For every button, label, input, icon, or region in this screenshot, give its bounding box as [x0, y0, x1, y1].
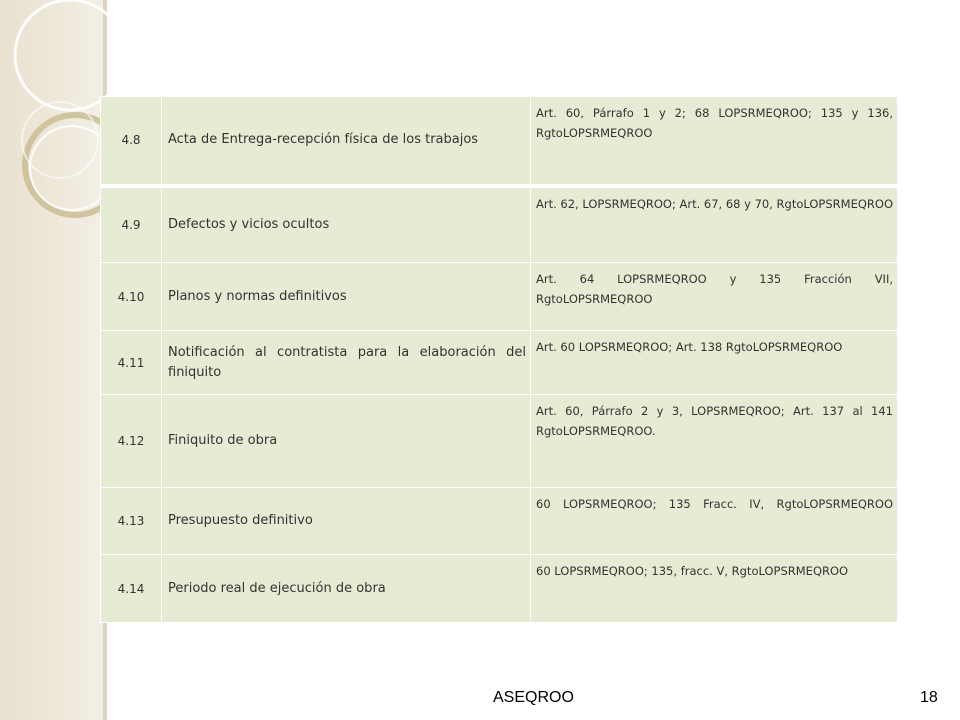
- row-number: 4.10: [101, 263, 162, 331]
- row-description: Finiquito de obra: [162, 395, 531, 488]
- row-number: 4.11: [101, 331, 162, 395]
- row-description: Defectos y vicios ocultos: [162, 186, 531, 263]
- row-description: Notificación al contratista para la elaboración del finiquito: [162, 331, 531, 395]
- row-number: 4.13: [101, 488, 162, 555]
- row-reference: Art. 62, LOPSRMEQROO; Art. 67, 68 y 70, RgtoLOPSRMEQROO: [531, 186, 898, 263]
- table-row: [101, 555, 898, 623]
- row-reference: 60 LOPSRMEQROO; 135 Fracc. IV, RgtoLOPSRMEQROO: [531, 488, 898, 555]
- table-row: [101, 488, 898, 555]
- row-description: Planos y normas definitivos: [162, 263, 531, 331]
- row-reference: Art. 60, Párrafo 2 y 3, LOPSRMEQROO; Art. 137 al 141 RgtoLOPSRMEQROO.: [531, 395, 898, 488]
- row-number: 4.12: [101, 395, 162, 488]
- row-description: Presupuesto definitivo: [162, 488, 531, 555]
- row-number: 4.9: [101, 186, 162, 263]
- table-row: [101, 331, 898, 395]
- row-number: 4.8: [101, 97, 162, 186]
- page-number: 18: [920, 689, 938, 706]
- table-row: [101, 263, 898, 331]
- row-reference: Art. 60, Párrafo 1 y 2; 68 LOPSRMEQROO; 135 y 136, RgtoLOPSRMEQROO: [531, 97, 898, 186]
- row-reference: Art. 64 LOPSRMEQROO y 135 Fracción VII, RgtoLOPSRMEQROO: [531, 263, 898, 331]
- row-reference: Art. 60 LOPSRMEQROO; Art. 138 RgtoLOPSRMEQROO: [531, 331, 898, 395]
- footer-organization: ASEQROO: [493, 689, 574, 706]
- table-row: [101, 395, 898, 488]
- row-description: Acta de Entrega-recepción física de los trabajos: [162, 97, 531, 186]
- table-row: [101, 186, 898, 263]
- row-description: Periodo real de ejecución de obra: [162, 555, 531, 623]
- table-row: [101, 97, 898, 186]
- requirements-table: [100, 96, 898, 623]
- row-number: 4.14: [101, 555, 162, 623]
- row-reference: 60 LOPSRMEQROO; 135, fracc. V, RgtoLOPSRMEQROO: [531, 555, 898, 623]
